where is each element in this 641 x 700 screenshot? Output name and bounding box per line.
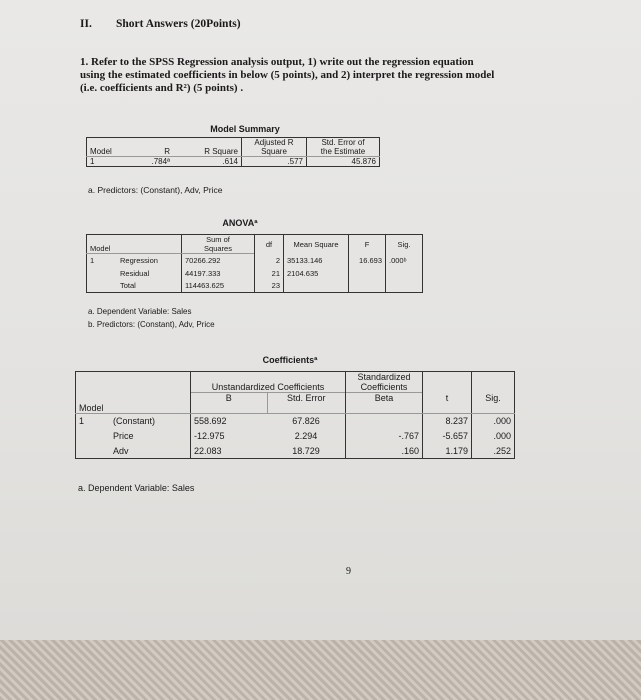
question-line: using the estimated coefficients in below (5 points), and 2) interpret the regression model: [80, 69, 495, 81]
row-label: Regression: [120, 255, 158, 265]
anova-title: ANOVAª: [222, 218, 258, 228]
data-cell: 45.876: [307, 157, 380, 167]
coefficients-footnote: a. Dependent Variable: Sales: [78, 483, 195, 493]
data-cell: 22.083: [191, 444, 268, 459]
model-summary-table: [86, 137, 380, 167]
anova-table: [86, 234, 423, 293]
header-cell: Standardized: [346, 372, 423, 383]
question-line: 1. Refer to the SPSS Regression analysis output, 1) write out the regression equation: [80, 56, 474, 68]
header-cell: Sig.: [386, 235, 423, 254]
data-cell: 2: [255, 254, 284, 267]
data-cell: .160: [346, 444, 423, 459]
header-cell: Model: [87, 147, 138, 157]
question-text: [80, 56, 580, 95]
header-cell: R: [137, 147, 173, 157]
data-cell: [386, 280, 423, 293]
data-cell: .784ª: [137, 157, 173, 167]
data-cell: 1: [87, 254, 118, 267]
coefficients-table: [75, 371, 515, 459]
header-cell: Squares: [182, 244, 255, 254]
header-cell: Unstandardized Coefficients: [191, 382, 346, 393]
coefficients-title: Coefficientsª: [262, 355, 318, 365]
header-cell: Std. Error: [267, 393, 346, 404]
data-cell: 67.826: [292, 416, 320, 427]
header-cell: Model: [76, 403, 191, 414]
section-heading: [80, 18, 241, 30]
header-cell: Std. Error of: [307, 138, 380, 148]
row-label: Price: [113, 431, 134, 441]
data-cell: 8.237: [423, 414, 472, 429]
data-cell: 1.179: [423, 444, 472, 459]
data-cell: .000: [472, 414, 515, 429]
data-cell: 18.729: [267, 444, 346, 459]
data-cell: 21: [255, 267, 284, 280]
header-cell: Sig.: [472, 393, 515, 404]
carpet-background: [0, 640, 641, 700]
header-cell: Beta: [346, 393, 423, 404]
header-cell: t: [423, 393, 472, 404]
header-cell: Mean Square: [284, 235, 349, 254]
header-cell: B: [191, 393, 268, 404]
data-cell: 1: [87, 157, 138, 167]
anova-footnote-b: b. Predictors: (Constant), Adv, Price: [88, 320, 215, 329]
data-cell: [346, 414, 423, 429]
data-cell: 114463.625: [182, 280, 255, 293]
data-cell: .577: [242, 157, 307, 167]
header-cell: Model: [87, 244, 182, 254]
model-summary-footnote: a. Predictors: (Constant), Adv, Price: [88, 185, 223, 195]
data-cell: 2.294: [294, 431, 318, 441]
data-cell: [349, 267, 386, 280]
anova-footnote-a: a. Dependent Variable: Sales: [88, 307, 192, 316]
data-cell: -12.975: [191, 429, 268, 444]
data-cell: 44197.333: [182, 267, 255, 280]
data-cell: -.767: [346, 429, 423, 444]
data-cell: 35133.146: [284, 254, 349, 267]
data-cell: .252: [472, 444, 515, 459]
page-number: 9: [346, 566, 351, 577]
header-cell: the Estimate: [307, 147, 380, 157]
section-title: Short Answers (20Points): [116, 18, 241, 30]
header-cell: Sum of: [182, 235, 255, 245]
row-label: Total: [117, 280, 182, 293]
header-cell: F: [349, 235, 386, 254]
header-cell: Square: [242, 147, 307, 157]
row-label: Adv: [110, 444, 191, 459]
data-cell: .000ᵇ: [386, 254, 423, 267]
section-number: II.: [80, 18, 92, 30]
data-cell: [349, 280, 386, 293]
header-cell: Adjusted R: [242, 138, 307, 148]
data-cell: [386, 267, 423, 280]
row-label: Residual: [120, 268, 150, 278]
header-cell: df: [255, 235, 284, 254]
model-summary-title: Model Summary: [210, 124, 280, 134]
question-line: (i.e. coefficients and R²) (5 points) .: [80, 82, 244, 94]
row-label: (Constant): [113, 416, 156, 427]
header-cell: Coefficients: [346, 382, 423, 393]
data-cell: 23: [255, 280, 284, 293]
data-cell: 16.693: [349, 254, 386, 267]
data-cell: 2104.635: [284, 267, 349, 280]
data-cell: 70266.292: [182, 254, 255, 267]
data-cell: 1: [76, 414, 111, 429]
data-cell: .000: [472, 429, 515, 444]
header-cell: R Square: [173, 147, 242, 157]
data-cell: 558.692: [191, 414, 268, 429]
data-cell: [284, 280, 349, 293]
data-cell: -5.657: [423, 429, 472, 444]
data-cell: .614: [173, 157, 242, 167]
